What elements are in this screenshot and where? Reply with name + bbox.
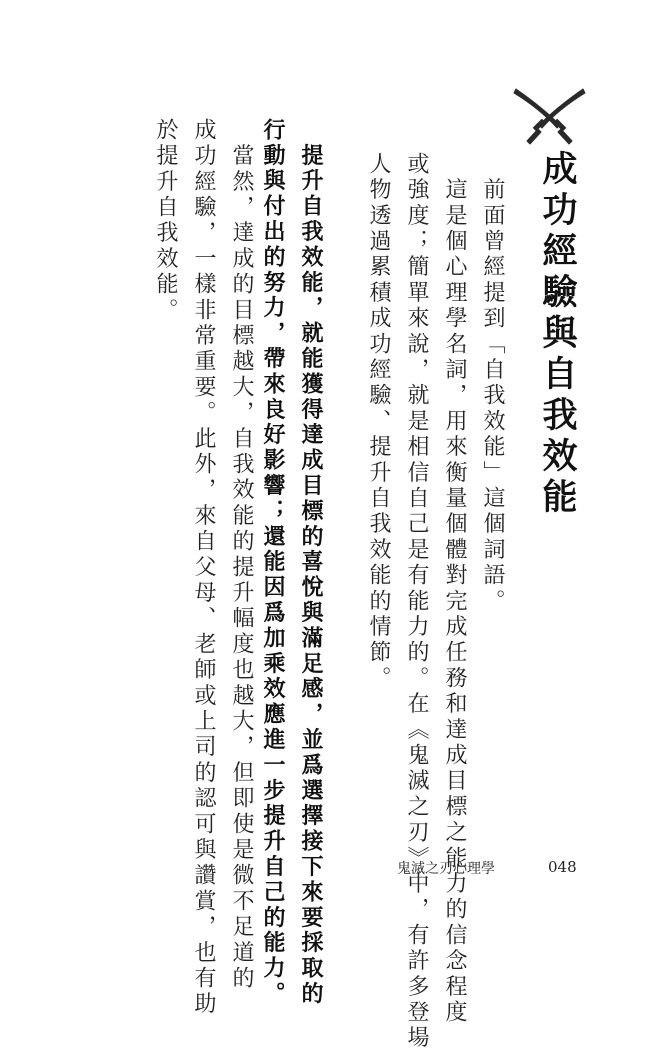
- crossed-swords-icon: [512, 85, 587, 145]
- footer-book-title: 鬼滅之刃心理學: [397, 861, 495, 877]
- paragraph-2-line-3: 於提升自我效能。: [153, 118, 178, 324]
- emphasis-line-2: 行動與付出的努力，帶來良好影響；還能因爲加乘效應進一步提升自己的能力。: [260, 118, 285, 1007]
- paragraph-1-line-1: 前面曾經提到「自我效能」這個詞語。: [480, 152, 505, 615]
- paragraph-2-line-2: 成功經驗，一樣非常重要。此外，來自父母、老師或上司的認可與讚賞，也有助: [191, 118, 216, 1018]
- page-number: 048: [548, 858, 577, 876]
- paragraph-2-line-1: 當然，達成的目標越大，自我效能的提升幅度也越大，但即使是微不足道的: [229, 118, 254, 992]
- paragraph-1-line-4: 人物透過累積成功經驗、提升自我效能的情節。: [366, 152, 391, 692]
- emphasis-line-1: 提升自我效能，就能獲得達成目標的喜悅與滿足感，並爲選擇接下來要採取的: [298, 118, 323, 1007]
- page-title: 成功經驗與自我效能: [537, 150, 577, 519]
- paragraph-1-line-3: 或強度；簡單來說，就是相信自己是有能力的。在《鬼滅之刃》中，有許多登場: [404, 152, 429, 1052]
- paragraph-1-line-2: 這是個心理學名詞，用來衡量個體對完成任務和達成目標之能力的信念程度: [442, 152, 467, 1026]
